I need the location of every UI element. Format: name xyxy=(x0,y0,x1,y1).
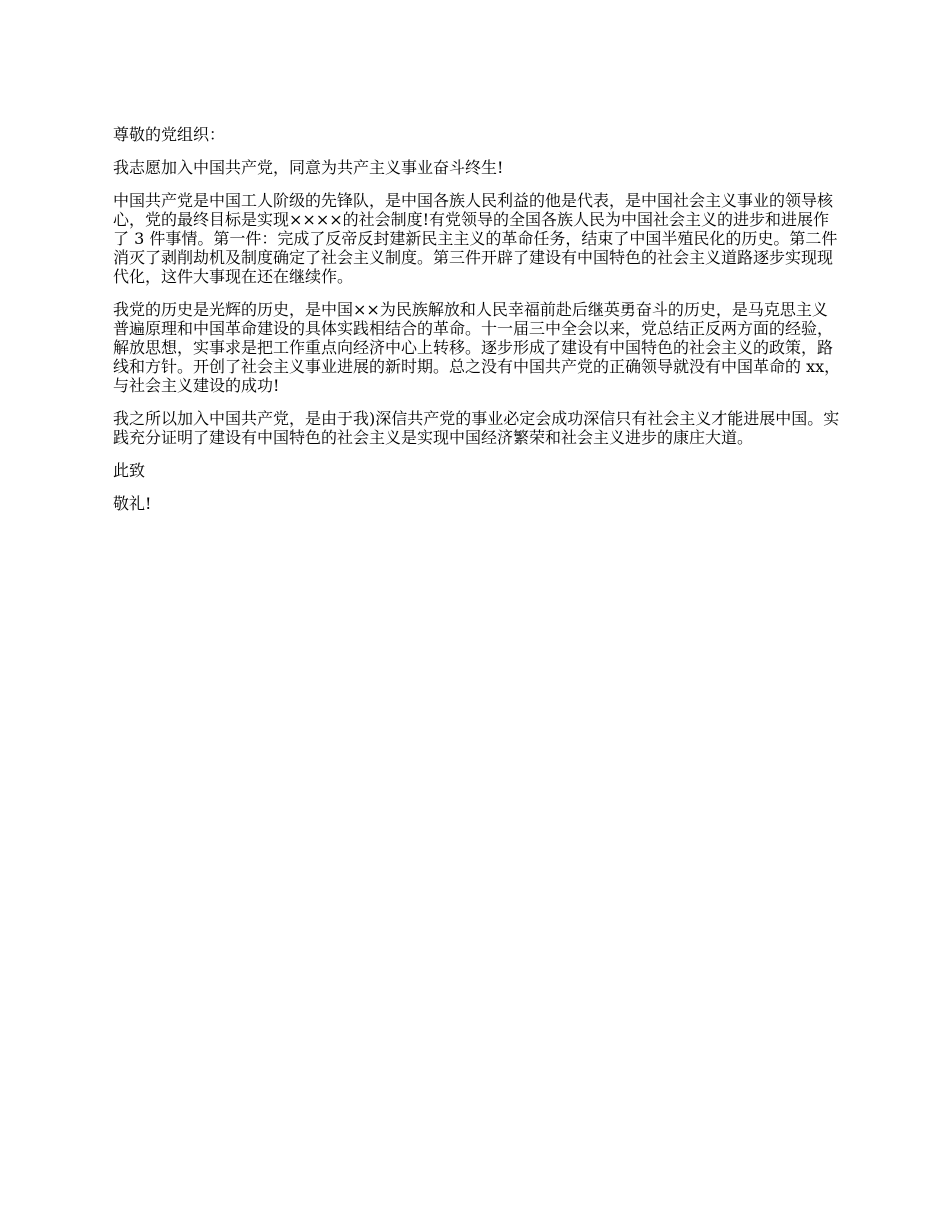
letter-body xyxy=(113,125,841,527)
closing-jing-li: 敬礼! xyxy=(113,494,152,513)
paragraph-reason: 我之所以加入中国共产党，是由于我)深信共产党的事业必定会成功深信只有社会主义才能进展中国。实践充分证明了建设有中国特色的社会主义是实现中国经济繁荣和社会主义进步的康庄大道。 xyxy=(113,409,840,447)
paragraph-pledge: 我志愿加入中国共产党，同意为共产主义事业奋斗终生! xyxy=(113,158,504,177)
closing-ci-zhi: 此致 xyxy=(113,461,146,480)
paragraph-party-nature: 中国共产党是中国工人阶级的先锋队，是中国各族人民利益的他是代表，是中国社会主义事业的领导核心，党的最终目标是实现××××的社会制度!有党领导的全国各族人民为中国社会主义的进步和进展作了 3 件事情。第一件：完成了反帝反封建新民主主义的革命任务，结束了中国半殖民化的历史。第二件消灭了剥削劫机及制度确定了社会主义制度。第三件开辟了建设有中国特色的社会主义道路逐步实现现代化，这件大事现在还在继续作。 xyxy=(113,191,838,286)
salutation: 尊敬的党组织： xyxy=(113,125,226,144)
paragraph-party-history: 我党的历史是光辉的历史，是中国××为民族解放和人民幸福前赴后继英勇奋斗的历史，是马克思主义普遍原理和中国革命建设的具体实践相结合的革命。十一届三中全会以来，党总结正反两方面的经验，解放思想，实事求是把工作重点向经济中心上转移。逐步形成了建设有中国特色的社会主义的政策，路线和方针。开创了社会主义事业进展的新时期。总之没有中国共产党的正确领导就没有中国革命的 xx，与社会主义建设的成功! xyxy=(113,300,841,395)
